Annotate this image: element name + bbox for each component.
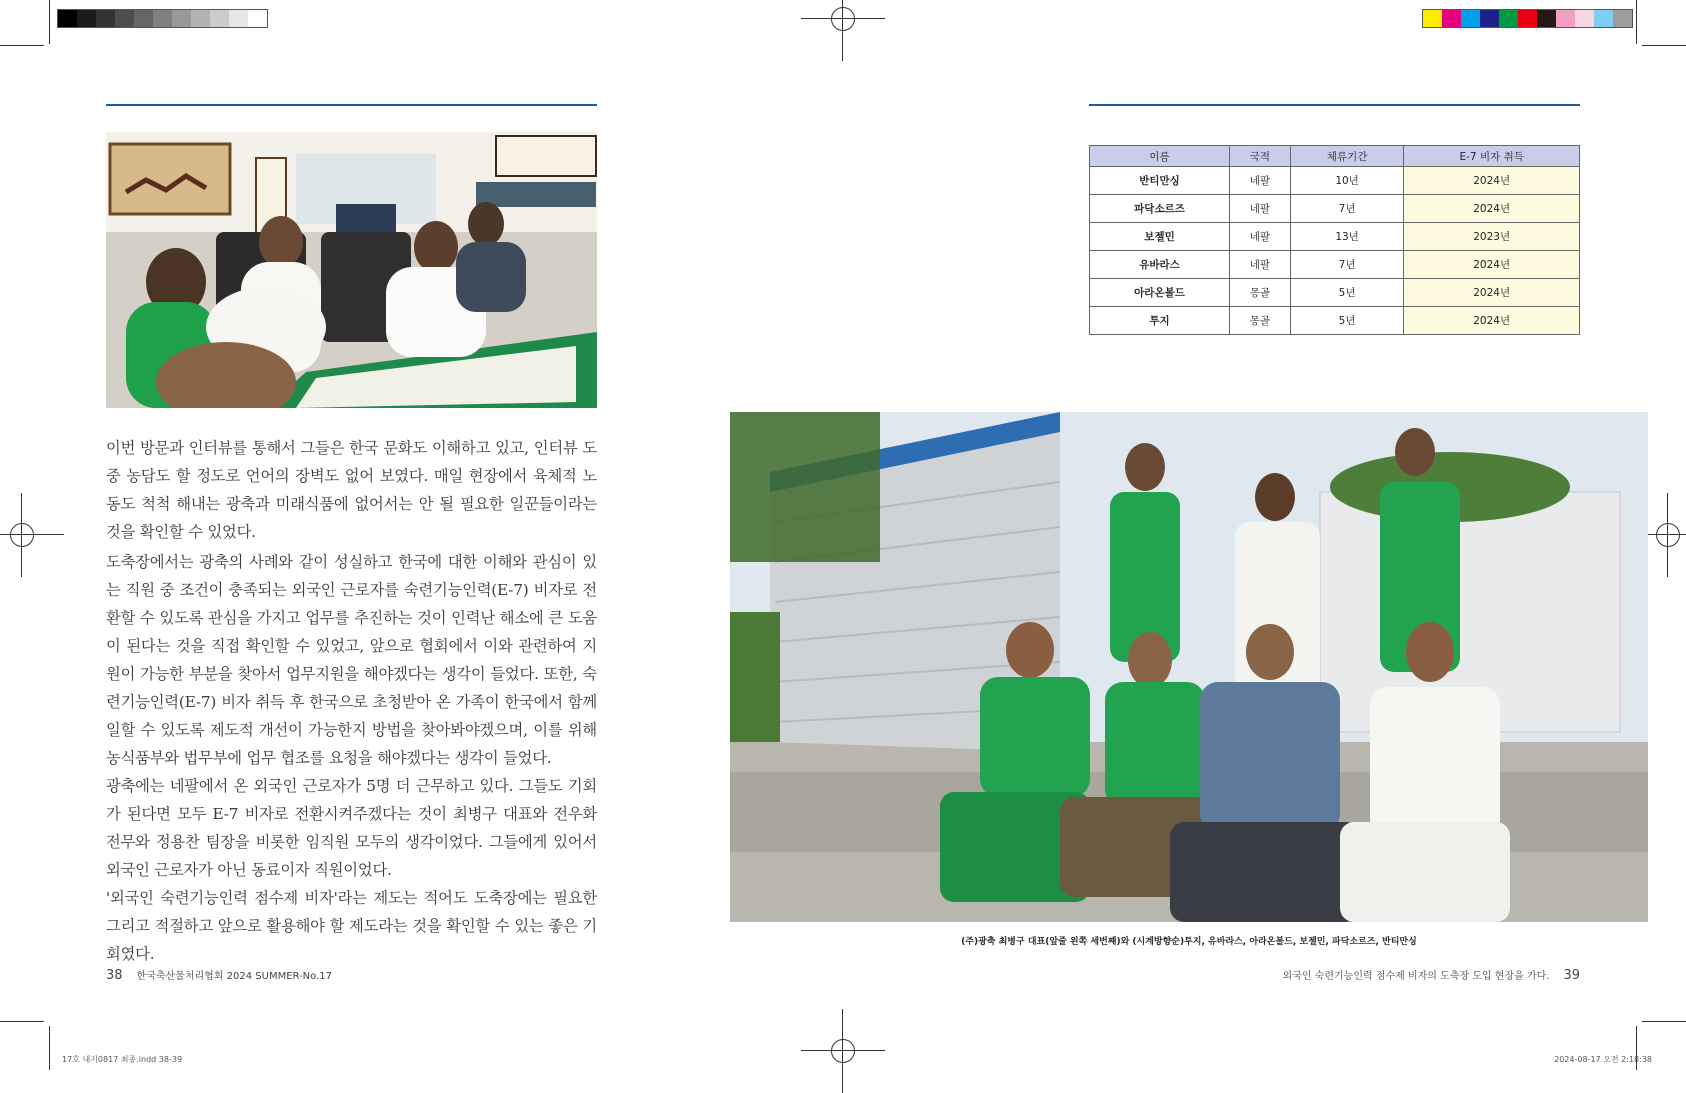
table-cell: 네팔: [1230, 223, 1291, 251]
group-photo: [730, 412, 1648, 922]
color-swatch: [248, 10, 267, 27]
table-row: [1090, 167, 1580, 195]
crop-mark: [49, 1026, 50, 1070]
group-photo-icon: [730, 412, 1648, 922]
crop-mark: [1642, 45, 1686, 46]
table-cell: 2023년: [1404, 223, 1580, 251]
crop-mark: [1636, 0, 1637, 44]
table-header-row: [1090, 146, 1580, 167]
color-swatch: [77, 10, 96, 27]
table-cell: 10년: [1290, 167, 1404, 195]
color-swatch: [229, 10, 248, 27]
color-swatch: [1499, 10, 1518, 27]
table-row: [1090, 195, 1580, 223]
grayscale-color-bar: [57, 9, 268, 28]
table-cell: 2024년: [1404, 307, 1580, 335]
body-paragraph: '외국인 숙련기능인력 점수제 비자'라는 제도는 적어도 도축장에는 필요한 그리고 적절하고 앞으로 활용해야 할 제도라는 것을 확인할 수 있는 좋은 기회였다.: [106, 889, 597, 963]
table-cell: 파닥소르즈: [1090, 195, 1230, 223]
table-header-cell: 국적: [1230, 146, 1291, 167]
table-cell: 아라온볼드: [1090, 279, 1230, 307]
table-cell: 네팔: [1230, 195, 1291, 223]
table-header-cell: 체류기간: [1290, 146, 1404, 167]
left-footer: [106, 967, 332, 983]
color-swatch: [115, 10, 134, 27]
table-cell: 13년: [1290, 223, 1404, 251]
left-footer-text: 한국축산물처리협회 2024 SUMMER-No.17: [136, 971, 333, 982]
left-page-number: 38: [106, 968, 123, 983]
crop-mark: [0, 1021, 44, 1022]
registration-mark: [821, 0, 865, 41]
office-meeting-photo-icon: [106, 132, 597, 408]
color-swatch: [1537, 10, 1556, 27]
table-cell: 7년: [1290, 195, 1404, 223]
registration-mark: [821, 1029, 865, 1073]
table-cell: 투지: [1090, 307, 1230, 335]
right-page-number: 39: [1563, 968, 1580, 983]
color-swatch: [96, 10, 115, 27]
right-footer-text: 외국인 숙련기능인력 점수제 비자의 도축장 도입 현장을 가다.: [1282, 971, 1550, 982]
color-swatch: [1461, 10, 1480, 27]
right-footer: [1283, 967, 1580, 983]
table-cell: 네팔: [1230, 167, 1291, 195]
color-swatch: [1594, 10, 1613, 27]
crop-mark: [1642, 1021, 1686, 1022]
table-cell: 반티만싱: [1090, 167, 1230, 195]
slug-right: 2024-08-17 오전 2:18:38: [1554, 1055, 1652, 1064]
table-cell: 2024년: [1404, 279, 1580, 307]
table-cell: 몽골: [1230, 279, 1291, 307]
table-cell: 5년: [1290, 279, 1404, 307]
registration-mark: [0, 513, 44, 557]
color-swatch: [210, 10, 229, 27]
table-cell: 2024년: [1404, 251, 1580, 279]
table-row: [1090, 307, 1580, 335]
crop-mark: [0, 45, 44, 46]
table-cell: 7년: [1290, 251, 1404, 279]
color-swatch: [1556, 10, 1575, 27]
header-rule-left: [106, 104, 597, 106]
crop-mark: [49, 0, 50, 44]
table-cell: 2024년: [1404, 167, 1580, 195]
color-swatch: [191, 10, 210, 27]
color-swatch: [172, 10, 191, 27]
color-swatch: [1480, 10, 1499, 27]
e7-visa-table: [1089, 145, 1580, 335]
table-header-cell: 이름: [1090, 146, 1230, 167]
table-cell: 보젤민: [1090, 223, 1230, 251]
header-rule-right: [1089, 104, 1580, 106]
slug-left: 17호 내지0817 최종.indd 38-39: [62, 1055, 183, 1064]
table-cell: 네팔: [1230, 251, 1291, 279]
table-cell: 유바라스: [1090, 251, 1230, 279]
color-swatch: [1442, 10, 1461, 27]
color-swatch: [153, 10, 172, 27]
table-cell: 2024년: [1404, 195, 1580, 223]
table-cell: 5년: [1290, 307, 1404, 335]
body-paragraph: 이번 방문과 인터뷰를 통해서 그들은 한국 문화도 이해하고 있고, 인터뷰 도중 농담도 할 정도로 언어의 장벽도 없어 보였다. 매일 현장에서 육체적 노동도 척척 해내는 광축과 미래식품에 없어서는 안 될 필요한 일꾼들이라는 것을 확인할 수 있었다.: [106, 439, 597, 541]
table-row: [1090, 251, 1580, 279]
color-swatch: [1613, 10, 1632, 27]
body-paragraph: 광축에는 네팔에서 온 외국인 근로자가 5명 더 근무하고 있다. 그들도 기회가 된다면 모두 E-7 비자로 전환시켜주겠다는 것이 최병구 대표와 전우화 전무와 정용찬 팀장을 비롯한 임직원 모두의 생각이었다. 그들에게 있어서 외국인 근로자가 아닌 동료이자 직원이었다.: [106, 777, 597, 879]
registration-mark: [1646, 513, 1686, 557]
process-color-bar: [1422, 9, 1633, 28]
color-swatch: [134, 10, 153, 27]
color-swatch: [1423, 10, 1442, 27]
table-row: [1090, 223, 1580, 251]
table-row: [1090, 279, 1580, 307]
photo-caption: (주)광축 최병구 대표(앞줄 왼쪽 세번째)와 (시계방향순)투지, 유바라스, 아라온볼드, 보젤민, 파닥소르즈, 반티만싱: [961, 937, 1417, 947]
color-swatch: [58, 10, 77, 27]
color-swatch: [1518, 10, 1537, 27]
color-swatch: [1575, 10, 1594, 27]
table-header-cell: E-7 비자 취득: [1404, 146, 1580, 167]
body-paragraph: 도축장에서는 광축의 사례와 같이 성실하고 한국에 대한 이해와 관심이 있는 직원 중 조건이 충족되는 외국인 근로자를 숙련기능인력(E-7) 비자로 전환할 수 있도록 관심을 가지고 업무를 추진하는 것이 인력난 해소에 큰 도움이 된다는 것을 직접 확인할 수 있었고, 앞으로 협회에서 이와 관련하여 지원이 가능한 부분을 찾아서 업무지원을 해야겠다는 생각이 들었다. 또한, 숙련기능인력(E-7) 비자 취득 후 한국으로 초청받아 온 가족이 한국에서 함께 일할 수 있도록 제도적 개선이 가능한지 방법을 찾아봐야겠으며, 이를 위해 농식품부와 법무부에 업무 협조를 요청을 해야겠다는 생각이 들었다.: [106, 553, 597, 767]
office-meeting-photo: [106, 132, 597, 408]
table-cell: 몽골: [1230, 307, 1291, 335]
